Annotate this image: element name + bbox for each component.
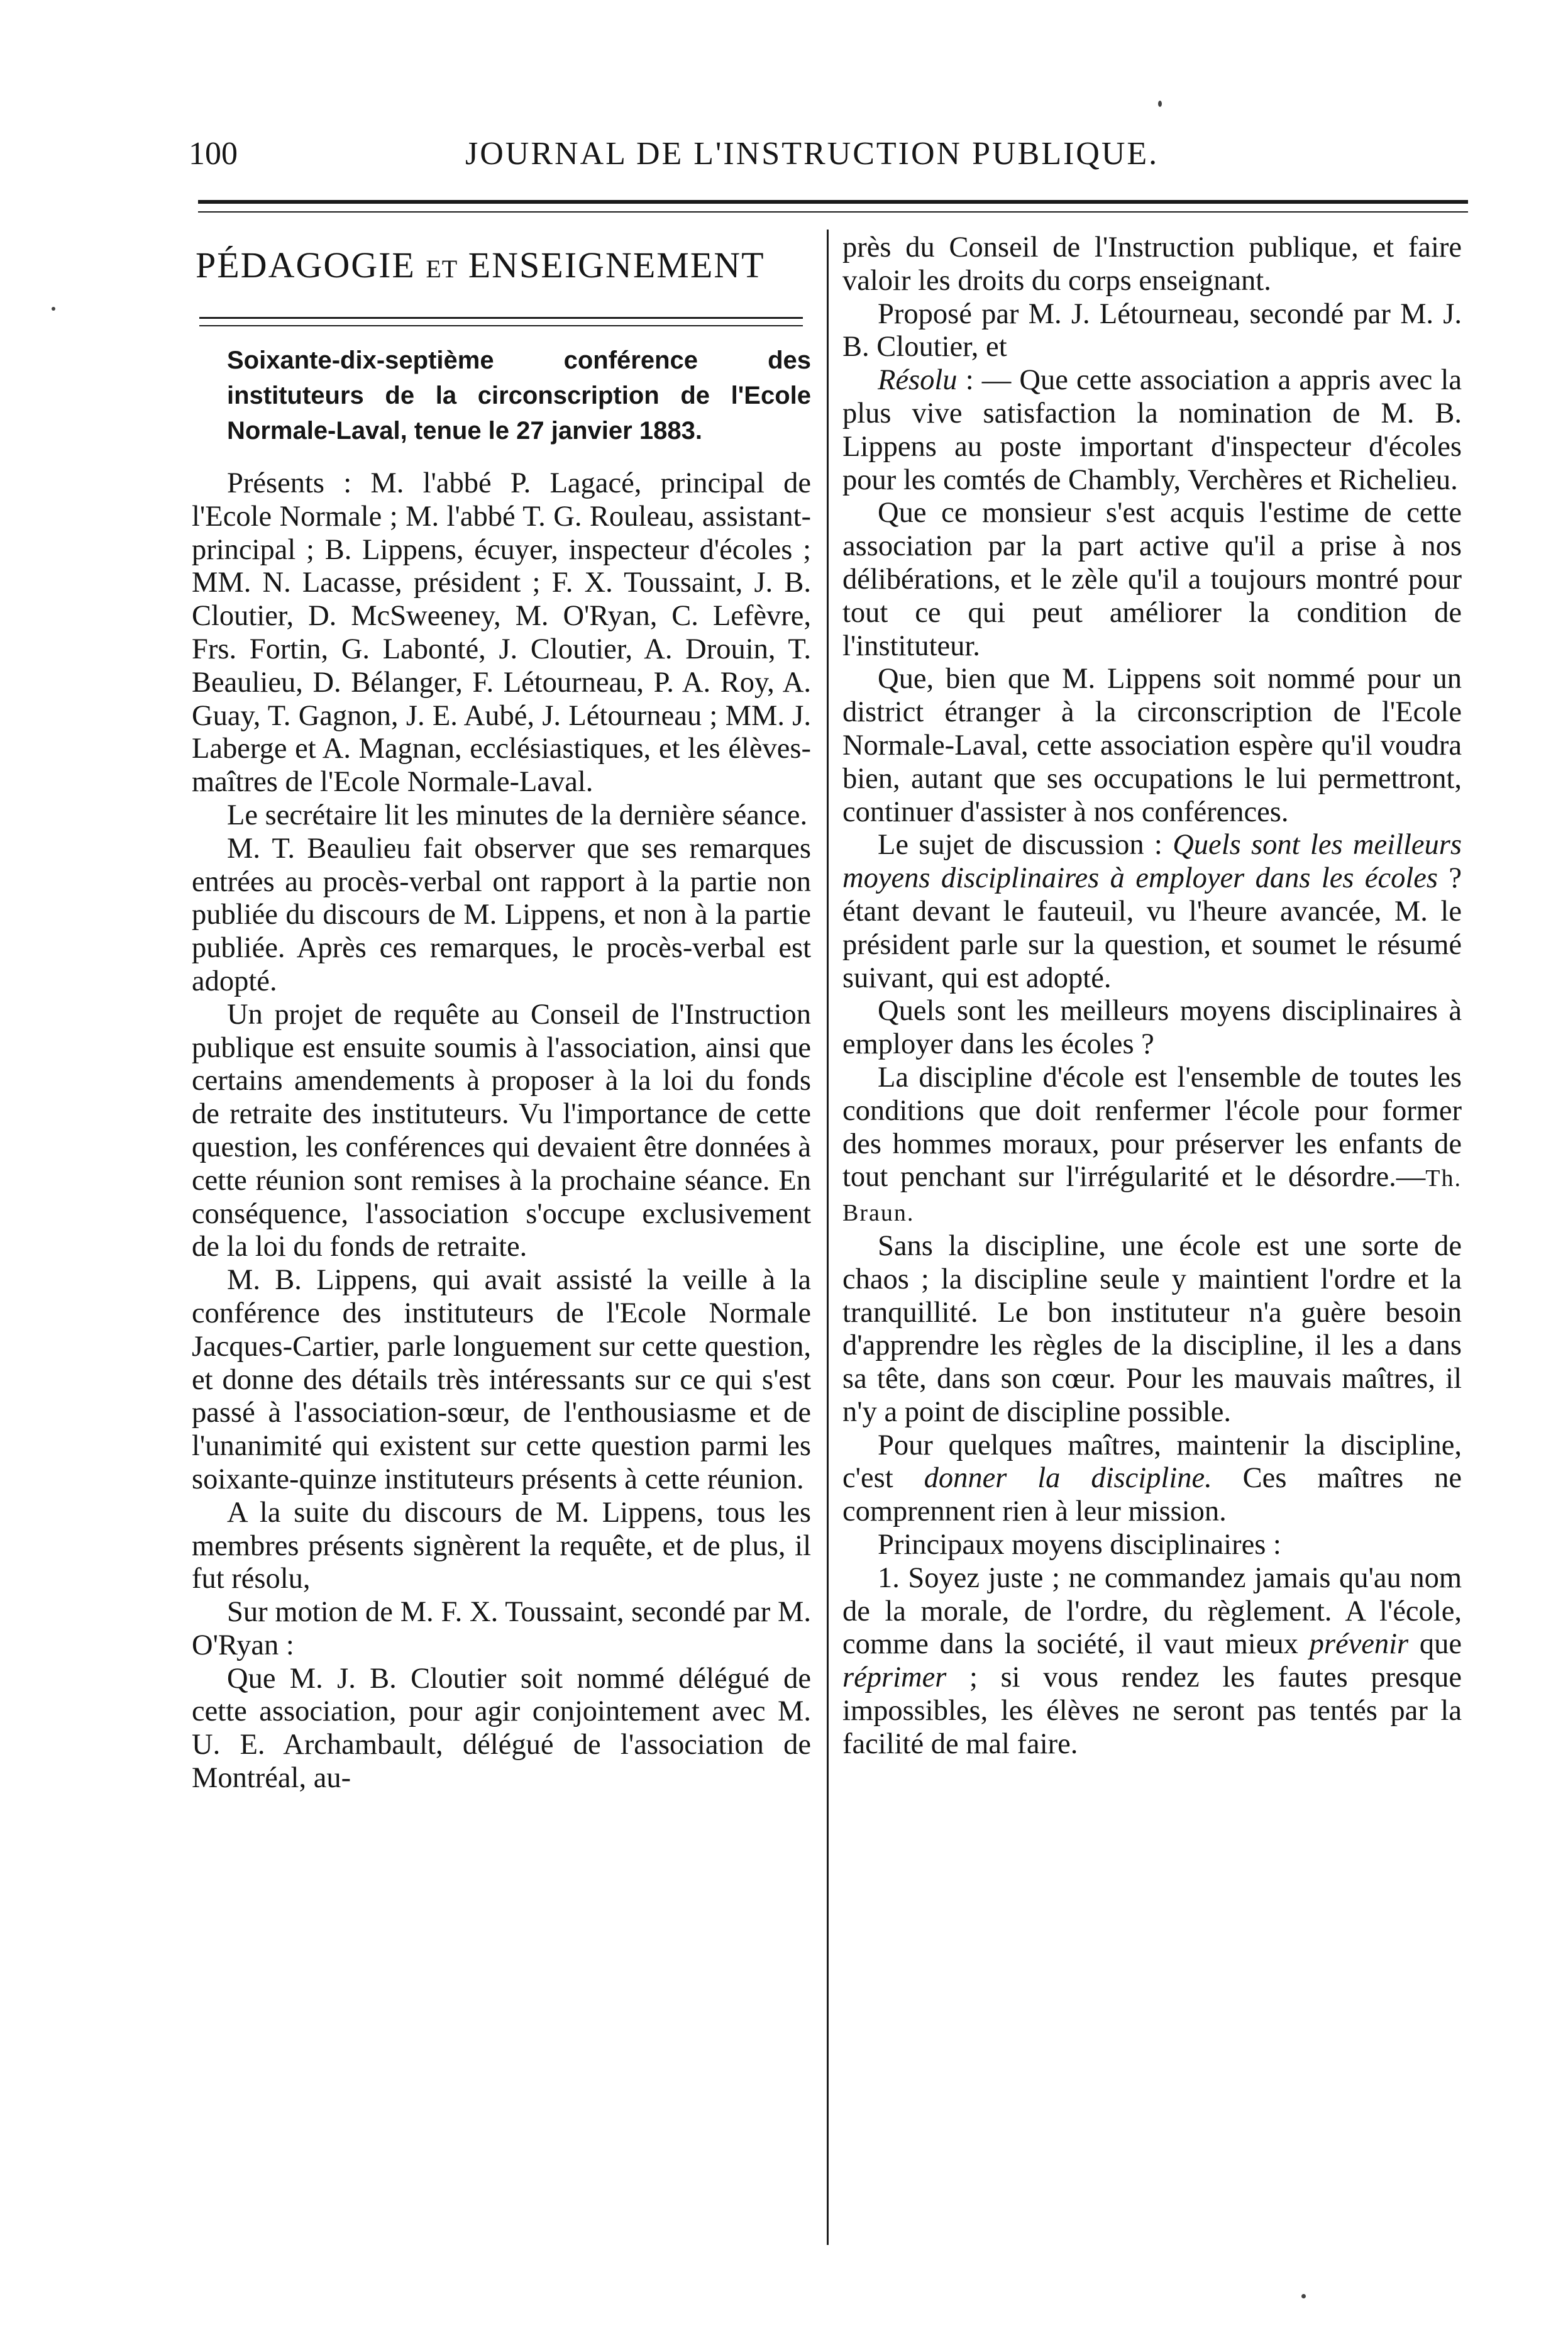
paragraph-question: Quels sont les meilleurs moyens disciplinaires à employer dans les écoles ? <box>842 995 1462 1061</box>
paragraph-soyez-juste: 1. Soyez juste ; ne commandez jamais qu'au nom de la morale, de l'ordre, du règlement. A l'école, comme dans la société, il vaut mieux prévenir que réprimer ; si vous rendez les fautes presque impossibles, les élèves ne seront pas tentés par la facilité de mal faire. <box>842 1561 1462 1760</box>
left-column <box>192 231 811 1795</box>
column-divider <box>827 230 829 2245</box>
paragraph-estime: Que ce monsieur s'est acquis l'estime de cette association par la part active qu'il a prise à nos délibérations, et le zèle qu'il a toujours montré pour tout ce qui peut améliorer la condition de l'instituteur. <box>842 497 1462 662</box>
right-column <box>842 231 1462 1761</box>
section-title: PÉDAGOGIE ET ENSEIGNEMENT <box>196 245 765 285</box>
journal-title: JOURNAL DE L'INSTRUCTION PUBLIQUE. <box>465 136 1159 172</box>
paragraph-sujet: Le sujet de discussion : Quels sont les meilleurs moyens disciplinaires à employer dans les écoles ? étant devant le fauteuil, vu l'heure avancée, M. le président parle sur la question, et soumet le résumé suivant, qui est adopté. <box>842 829 1462 994</box>
title-rule <box>199 317 803 319</box>
scan-speck <box>1301 2294 1306 2298</box>
title-rule-thin <box>199 325 803 326</box>
paragraph-motion: Sur motion de M. F. X. Toussaint, secondé par M. O'Ryan : <box>192 1596 811 1661</box>
paragraph-resolu: Résolu : — Que cette association a appris avec la plus vive satisfaction la nomination de M. B. Lippens au poste important d'inspecteur d'écoles pour les comtés de Chambly, Verchères et Richelieu. <box>842 364 1462 496</box>
paragraph-principaux: Principaux moyens disciplinaires : <box>878 1529 1281 1561</box>
paragraph-requete: Un projet de requête au Conseil de l'Instruction publique est ensuite soumis à l'association, ainsi que certains amendements à proposer à la loi du fonds de retraite des instituteurs. Vu l'importance de cette question, les conférences qui devaient être données à cette réunion sont remises à la prochaine séance. En conséquence, l'association s'occupe exclusivement de la loi du fonds de retraite. <box>192 998 811 1263</box>
header-rule-thin <box>198 211 1468 213</box>
conference-heading: Soixante-dix-septième conférence des instituteurs de la circonscription de l'Ecole Normale-Laval, tenue le 27 janvier 1883. <box>227 346 811 445</box>
paragraph-propose: Proposé par M. J. Létourneau, secondé par M. J. B. Cloutier, et <box>842 297 1462 363</box>
paragraph-delegue: Que M. J. B. Cloutier soit nommé délégué de cette association, pour agir conjointement avec M. U. E. Archambault, délégué de l'association de Montréal, au- <box>192 1662 811 1795</box>
scan-speck <box>1158 101 1162 107</box>
discussion-topic: Quels sont les meilleurs moyens disciplinaires à employer dans les écoles <box>842 829 1462 895</box>
paragraph-donner: Pour quelques maîtres, maintenir la discipline, c'est donner la discipline. Ces maîtres ne comprennent rien à leur mission. <box>842 1429 1462 1528</box>
scan-speck <box>52 307 55 311</box>
paragraph-lippens: M. B. Lippens, qui avait assisté la veille à la conférence des instituteurs de l'Ecole Normale Jacques-Cartier, parle longuement sur cette question, et donne des détails très intéressants sur ce qui s'est passé à l'association-sœur, de l'enthousiasme et de l'unanimité qui existent sur cette question parmi les soixante-quinze instituteurs présents à cette réunion. <box>192 1264 811 1495</box>
paragraph-chaos: Sans la discipline, une école est une sorte de chaos ; la discipline seule y maintient l'ordre et la tranquillité. Le bon instituteur n'a guère besoin d'apprendre les règles de la discipline, il les a dans sa tête, dans son cœur. Pour les mauvais maîtres, il n'y a point de discipline possible. <box>842 1229 1462 1428</box>
page-number: 100 <box>189 136 238 172</box>
header-rule <box>198 200 1468 204</box>
paragraph-definition: La discipline d'école est l'ensemble de toutes les conditions que doit renfermer l'école pour former des hommes moraux, pour préserver les enfants de tout penchant sur l'irrégularité et le désordre.—Th. Braun. <box>842 1061 1462 1227</box>
paragraph-continued: près du Conseil de l'Instruction publique, et faire valoir les droits du corps enseignant. <box>842 231 1462 297</box>
resolu-label: Résolu <box>878 364 958 397</box>
paragraph-attendees: Présents : M. l'abbé P. Lagacé, principal de l'Ecole Normale ; M. l'abbé T. G. Rouleau, assistant-principal ; B. Lippens, écuyer, inspecteur d'écoles ; MM. N. Lacasse, président ; F. X. Toussaint, J. B. Cloutier, D. McSweeney, M. O'Ryan, C. Lefèvre, Frs. Fortin, G. Labonté, J. Cloutier, A. Drouin, T. Beaulieu, D. Bélanger, F. Létourneau, P. A. Roy, A. Guay, T. Gagnon, J. E. Aubé, J. Létourneau ; MM. J. Laberge et A. Magnan, ecclésiastiques, et les élèves-maîtres de l'Ecole Normale-Laval. <box>192 467 811 799</box>
paragraph-district: Que, bien que M. Lippens soit nommé pour un district étranger à la circonscription de l'Ecole Normale-Laval, cette association espère qu'il voudra bien, autant que ses occupations le lui permettront, continuer d'assister à nos conférences. <box>842 663 1462 828</box>
paragraph-beaulieu: M. T. Beaulieu fait observer que ses remarques entrées au procès-verbal ont rapport à la partie non publiée du discours de M. Lippens, et non à la partie publiée. Après ces remarques, le procès-verbal est adopté. <box>192 832 811 997</box>
paragraph-minutes: Le secrétaire lit les minutes de la dernière séance. <box>227 799 808 831</box>
running-header <box>189 129 1459 179</box>
quote-author: Th. Braun. <box>842 1165 1462 1227</box>
paragraph-signature: A la suite du discours de M. Lippens, tous les membres présents signèrent la requête, et de plus, il fut résolu, <box>192 1496 811 1595</box>
